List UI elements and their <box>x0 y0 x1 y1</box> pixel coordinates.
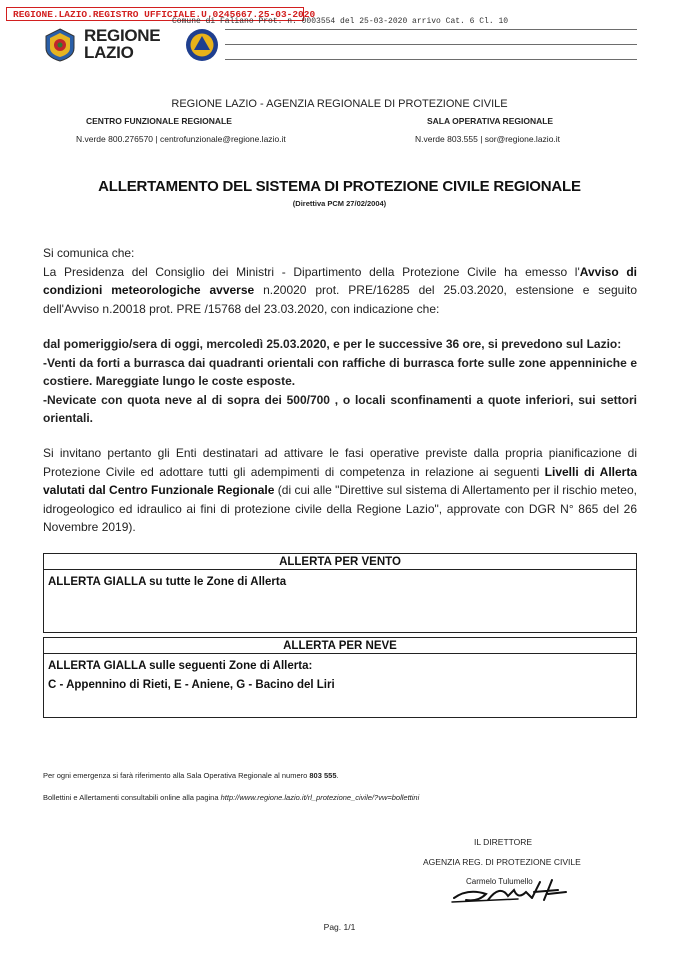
snow-alert-line-1: ALLERTA GIALLA sulle seguenti Zone di Allerta: <box>48 660 313 672</box>
bulletins-text: Bollettini e Allertamenti consultabili online alla pagina <box>43 793 221 802</box>
snow-alert-header: ALLERTA PER NEVE <box>43 637 637 654</box>
emergency-end: . <box>336 771 339 780</box>
regione-lazio-logo-text <box>84 27 160 61</box>
cfr-title: CENTRO FUNZIONALE REGIONALE <box>86 116 232 126</box>
page-number: Pag. 1/1 <box>323 922 356 932</box>
notice-text-a: La Presidenza del Consiglio dei Ministri - Dipartimento della Protezione Civile ha emesso l' <box>43 264 580 279</box>
forecast-block <box>43 335 637 428</box>
header-rule-middle <box>225 44 637 45</box>
document-subtitle: (Direttiva PCM 27/02/2004) <box>292 199 387 208</box>
wind-alert-line: ALLERTA GIALLA su tutte le Zone di Allerta <box>48 576 287 588</box>
notice-text-c: n.20020 prot. PRE/16285 del 25.03.2020, estensione e seguito dell'Avviso n.20018 prot. PRE /15768 del 23.03.2020, con indicazione che: <box>43 283 637 316</box>
header-rule-top <box>225 29 637 30</box>
protezione-civile-logo-icon <box>185 28 219 62</box>
cfr-contact: N.verde 800.276570 | centrofunzionale@regione.lazio.it <box>76 134 286 144</box>
wind-alert-header: ALLERTA PER VENTO <box>43 553 637 570</box>
notice-paragraph <box>43 263 637 319</box>
header-rule-bottom <box>225 59 637 60</box>
sor-title: SALA OPERATIVA REGIONALE <box>427 116 554 126</box>
wind-alert-body <box>43 570 637 633</box>
forecast-line-2: -Venti da forti a burrasca dai quadranti orientali con raffiche di burrasca forte sulle zone appenniniche e costiere. Mareggiate lungo le coste esposte. <box>43 355 637 388</box>
document-title: ALLERTAMENTO DEL SISTEMA DI PROTEZIONE CIVILE REGIONALE <box>98 178 581 195</box>
notice-text-bold: Avviso di condizioni meteorologiche avverse <box>43 264 638 297</box>
signature-role: IL DIRETTORE <box>474 837 533 847</box>
protocol-stamp: REGIONE.LAZIO.REGISTRO UFFICIALE.U.0245667.25-03-2020 <box>6 7 304 21</box>
bulletins-note <box>43 793 419 802</box>
intro-paragraph <box>43 244 637 318</box>
signature-name: Carmelo Tulumello <box>466 877 533 886</box>
invite-text-bold: Livelli di Allerta valutati dal Centro Funzionale Regionale <box>43 464 638 497</box>
snow-alert-body <box>43 654 637 718</box>
agency-name: REGIONE LAZIO - AGENZIA REGIONALE DI PROTEZIONE CIVILE <box>171 98 508 110</box>
bulletins-link[interactable]: http://www.regione.lazio.it/rl_protezione_civile/?vw=bollettini <box>220 793 420 802</box>
invite-paragraph <box>43 444 637 537</box>
sor-contact: N.verde 803.555 | sor@regione.lazio.it <box>415 134 561 144</box>
intro-line: Si comunica che: <box>43 246 135 260</box>
protocol-line: Comune di Faliano Prot. n. 0003554 del 25-03-2020 arrivo Cat. 6 Cl. 10 <box>172 17 509 26</box>
logo-line-2: LAZIO <box>84 43 134 62</box>
signature-agency: AGENZIA REG. DI PROTEZIONE CIVILE <box>423 857 581 867</box>
invite-text-c: (di cui alle "Direttive sul sistema di Allertamento per il rischio meteo, idrogeologico ed idraulico ai fini di protezione civile della Regione Lazio", approvate con DGR N° 865 del 26 Novembre 2019). <box>43 483 637 534</box>
handwritten-signature-icon <box>448 878 572 906</box>
emergency-note <box>43 771 339 780</box>
snow-alert-line-2: C - Appennino di Rieti, E - Aniene, G - Bacino del Liri <box>48 679 335 691</box>
emergency-text: Per ogni emergenza si farà riferimento alla Sala Operativa Regionale al numero <box>43 771 310 780</box>
forecast-line-3: -Nevicate con quota neve al di sopra dei 500/700 , o locali sconfinamenti a quote inferiori, sui settori orientali. <box>43 392 637 425</box>
logo-line-1: REGIONE <box>84 26 161 45</box>
invite-text-a: Si invitano pertanto gli Enti destinatari ad attivare le fasi operative previste dalla propria pianificazione di Protezione Civile ed adottare tutti gli adempimenti di competenza in relazione ai seguenti <box>43 446 637 479</box>
regione-lazio-emblem-icon <box>43 28 77 62</box>
emergency-number: 803 555 <box>309 771 337 780</box>
forecast-line-1: dal pomeriggio/sera di oggi, mercoledì 25.03.2020, e per le successive 36 ore, si prevedono sul Lazio: <box>43 337 622 351</box>
